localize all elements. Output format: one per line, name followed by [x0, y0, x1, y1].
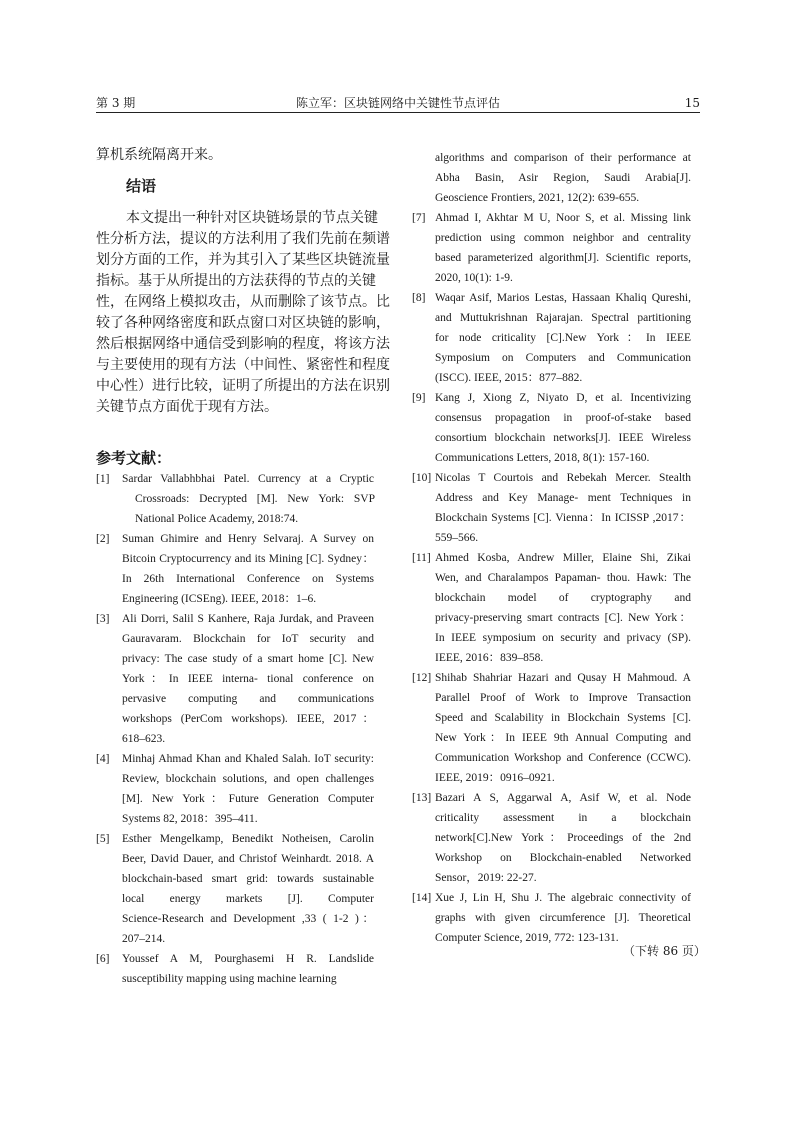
body-line: 中心性）进行比较，证明了所提出的方法在识别: [96, 378, 390, 394]
reference-number: [12]: [412, 672, 432, 684]
reference-line: Suman Ghimire and Henry Selvaraj. A Survey on: [122, 533, 374, 545]
reference-line: Ali Dorri, Salil S Kanhere, Raja Jurdak, and Praveen: [122, 613, 374, 625]
reference-line: Communications Letters, 2018, 8(1): 157-160.: [435, 452, 650, 464]
running-title: 陈立军：区块链网络中关键性节点评估: [295, 96, 500, 110]
reference-line: New York：In IEEE 9th Annual Computing and: [435, 732, 691, 744]
body-line: 关键节点方面优于现有方法。: [96, 399, 278, 415]
reference-number: [13]: [412, 792, 432, 804]
body-line: 性，在网络上模拟攻击，从而删除了该节点。比: [96, 294, 390, 310]
reference-line: network[C].New York：Proceedings of the 2nd: [435, 832, 691, 844]
reference-line: consortium blockchain networks[J]. IEEE Wireless: [435, 432, 691, 444]
reference-line: Nicolas T Courtois and Rebekah Mercer. Stealth: [435, 472, 691, 484]
reference-line: Xue J, Lin H, Shu J. The algebraic connectivity of: [435, 892, 691, 904]
body-line: 与主要使用的现有方法（中间性、紧密性和程度: [96, 357, 390, 373]
reference-line: workshops (PerCom workshops). IEEE, 2017：: [122, 713, 374, 725]
continuation-note: （下转 86 页）: [623, 944, 706, 958]
reference-line: Parallel Proof of Work to Improve Transaction: [435, 692, 691, 704]
reference-line: (ISCC). IEEE, 2015：877–882.: [435, 372, 583, 384]
reference-line: prediction using common neighbor and centrality: [435, 232, 691, 244]
reference-line: Ahmad I, Akhtar M U, Noor S, et al. Missing link: [435, 212, 691, 224]
reference-line: local energy markets [J]. Computer: [122, 893, 374, 905]
reference-line: Review, blockchain solutions, and open challenges: [122, 773, 374, 785]
reference-line: privacy: The case study of a smart home [C]. New: [122, 653, 374, 665]
body-line: 然后根据网络中通信受到影响的程度，将该方法: [96, 336, 390, 352]
reference-number: [5]: [96, 833, 110, 845]
body-line: 指标。基于从所提出的方法获得的节点的关键: [96, 273, 376, 289]
reference-line: Address and Key Manage- ment Techniques in: [435, 492, 691, 504]
reference-line: [M]. New York：Future Generation Computer: [122, 793, 374, 805]
reference-number: [2]: [96, 533, 110, 545]
reference-line: 2020, 10(1): 1-9.: [435, 272, 513, 284]
reference-line: Bazari A S, Aggarwal A, Asif W, et al. Node: [435, 792, 691, 804]
reference-line: privacy-preserving smart contracts [C]. New York：: [435, 612, 691, 624]
reference-line: Wen, and Charalampos Papaman- thou. Hawk: The: [435, 572, 691, 584]
reference-number: [1]: [96, 473, 110, 485]
reference-line: Ahmed Kosba, Andrew Miller, Elaine Shi, Zikai: [435, 552, 691, 564]
reference-line: Crossroads: Decrypted [M]. New York: SVP: [135, 493, 375, 505]
reference-line: Science-Research and Development ,33 ( 1-2 )：: [122, 913, 374, 925]
body-line: 划分方面的工作，并为其引入了某些区块链流量: [96, 252, 390, 268]
reference-number: [4]: [96, 753, 110, 765]
journal-issue: 第 3 期: [96, 96, 136, 110]
page-number: 15: [684, 96, 700, 110]
reference-line: 207–214.: [122, 933, 166, 945]
reference-line: graphs with given circumference [J]. Theoretical: [435, 912, 691, 924]
reference-line: Gauravaram. Blockchain for IoT security and: [122, 633, 374, 645]
reference-line: Workshop on Blockchain-enabled Networked: [435, 852, 691, 864]
reference-line: Geoscience Frontiers, 2021, 12(2): 639-655.: [435, 192, 640, 204]
reference-line: In 26th International Conference on Systems: [122, 573, 374, 585]
body-line: 性分析方法，提议的方法利用了我们先前在频谱: [96, 231, 390, 247]
reference-line: Speed and Scalability in Blockchain Systems [C].: [435, 712, 691, 724]
reference-line: criticality assessment in a blockchain: [435, 812, 691, 824]
reference-line: blockchain model of cryptography and: [435, 592, 691, 604]
body-line: 算机系统隔离开来。: [96, 147, 222, 163]
running-header: [96, 96, 700, 112]
reference-line: Symposium on Computers and Communication: [435, 352, 691, 364]
reference-line: York：In IEEE interna- tional conference on: [122, 673, 374, 685]
section-heading-references: 参考文献：: [96, 449, 172, 467]
reference-line: and Muttukrishnan Rajarajan. Spectral partitioning: [435, 312, 691, 324]
reference-line: Engineering (ICSEng). IEEE, 2018：1–6.: [122, 593, 317, 605]
reference-number: [6]: [96, 953, 110, 965]
reference-line: pervasive computing and communications: [122, 693, 374, 705]
reference-number: [9]: [412, 392, 426, 404]
reference-line: Bitcoin Cryptocurrency and its Mining [C]. Sydney：: [122, 553, 374, 565]
reference-line: Waqar Asif, Marios Lestas, Hassaan Khaliq Qureshi,: [435, 292, 691, 304]
section-heading-conclusion: 结语: [126, 177, 157, 195]
reference-line: Shihab Shahriar Hazari and Qusay H Mahmoud. A: [435, 672, 691, 684]
reference-number: [10]: [412, 472, 432, 484]
reference-line: 618–623.: [122, 733, 166, 745]
reference-line: consensus propagation in proof-of-stake based: [435, 412, 691, 424]
header-rule: [96, 112, 700, 113]
body-line: 本文提出一种针对区块链场景的节点关键: [126, 210, 378, 226]
reference-line: for node criticality [C].New York：In IEEE: [435, 332, 691, 344]
reference-line: susceptibility mapping using machine learning: [122, 973, 337, 985]
reference-line: Minhaj Ahmad Khan and Khaled Salah. IoT security:: [122, 753, 374, 765]
reference-line: Kang J, Xiong Z, Niyato D, et al. Incentivizing: [435, 392, 691, 404]
reference-line: algorithms and comparison of their performance at: [435, 152, 691, 164]
reference-line: IEEE, 2016：839–858.: [435, 652, 544, 664]
reference-line: Communication Workshop and Conference (CCWC).: [435, 752, 691, 764]
reference-line: Abha Basin, Asir Region, Saudi Arabia[J].: [435, 172, 691, 184]
reference-line: National Police Academy, 2018:74.: [135, 513, 299, 525]
reference-line: Sardar Vallabhbhai Patel. Currency at a Cryptic: [122, 473, 374, 485]
reference-line: Youssef A M, Pourghasemi H R. Landslide: [122, 953, 374, 965]
reference-line: Beer, David Dauer, and Christof Weinhardt. 2018. A: [122, 853, 374, 865]
reference-number: [7]: [412, 212, 426, 224]
reference-line: 559–566.: [435, 532, 479, 544]
reference-number: [3]: [96, 613, 110, 625]
reference-line: Computer Science, 2019, 772: 123-131.: [435, 932, 619, 944]
reference-number: [11]: [412, 552, 431, 564]
reference-line: Blockchain Systems [C]. Vienna：In ICISSP ,2017：: [435, 512, 691, 524]
reference-line: In IEEE symposium on security and privacy (SP).: [435, 632, 691, 644]
reference-line: Systems 82, 2018：395–411.: [122, 813, 258, 825]
reference-line: IEEE, 2019：0916–0921.: [435, 772, 555, 784]
reference-line: Esther Mengelkamp, Benedikt Notheisen, Carolin: [122, 833, 374, 845]
reference-number: [14]: [412, 892, 432, 904]
body-line: 较了各种网络密度和跃点窗口对区块链的影响，: [96, 315, 390, 331]
reference-number: [8]: [412, 292, 426, 304]
reference-line: blockchain-based smart grid: towards sustainable: [122, 873, 374, 885]
reference-line: Sensor，2019: 22-27.: [435, 872, 537, 884]
reference-line: based parameterized algorithm[J]. Scientific reports,: [435, 252, 691, 264]
